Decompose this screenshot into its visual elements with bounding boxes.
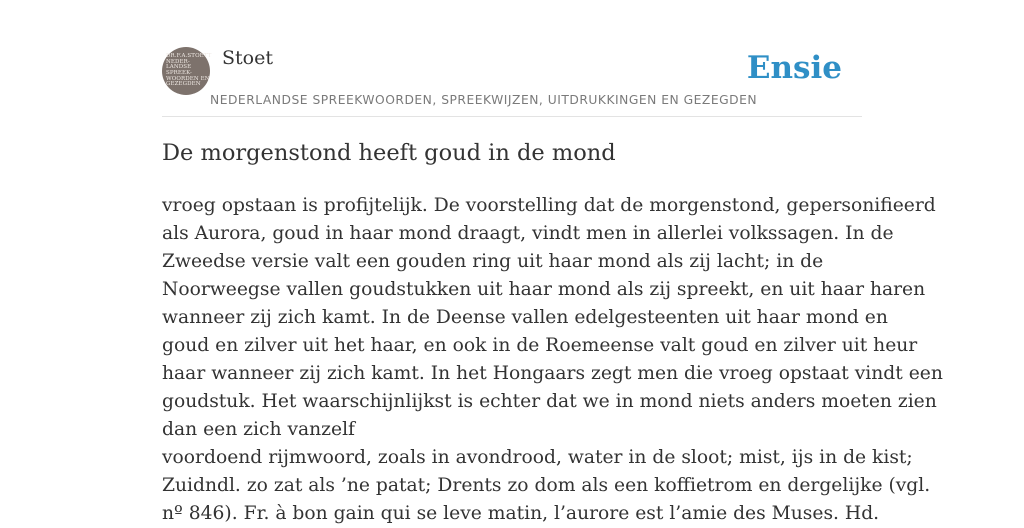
- body-line: dan een zich vanzelf: [162, 419, 355, 440]
- body-line: goudstuk. Het waarschijnlijkst is echter dat we in mond niets anders moeten zien: [162, 391, 937, 412]
- page-title: De morgenstond heeft goud in de mond: [162, 140, 616, 166]
- body-line: haar wanneer zij zich kamt. In het Hongaars zegt men die vroeg opstaat vindt een: [162, 363, 943, 384]
- author-name[interactable]: Stoet: [222, 47, 273, 69]
- body-line: wanneer zij zich kamt. In de Deense vallen edelgesteenten uit haar mond en: [162, 307, 888, 328]
- body-line: vroeg opstaan is profijtelijk. De voorstelling dat de morgenstond, gepersonifieerd: [162, 195, 936, 216]
- avatar-text: DR.F.A.STOETT NEDER- LANDSE SPREEK- WOORDEN EN GEZEGDEN: [166, 53, 212, 88]
- avatar[interactable]: [162, 47, 210, 95]
- article-body: [162, 192, 943, 528]
- body-line: voordoend rijmwoord, zoals in avondrood, water in de sloot; mist, ijs in de kist;: [162, 447, 913, 468]
- header: [162, 46, 862, 117]
- body-line: nº 846). Fr. à bon gain qui se leve matin, l’aurore est l’amie des Muses. Hd.: [162, 503, 880, 524]
- body-line: goud en zilver uit het haar, en ook in de Roemeense valt goud en zilver uit heur: [162, 335, 918, 356]
- body-line: Zweedse versie valt een gouden ring uit haar mond als zij lacht; in de: [162, 251, 824, 272]
- source-subtitle: NEDERLANDSE SPREEKWOORDEN, SPREEKWIJZEN, UITDRUKKINGEN EN GEZEGDEN: [210, 93, 758, 107]
- body-line: als Aurora, goud in haar mond draagt, vindt men in allerlei volkssagen. In de: [162, 223, 894, 244]
- body-line: Noorweegse vallen goudstukken uit haar mond als zij spreekt, en uit haar haren: [162, 279, 926, 300]
- body-line: Zuidndl. zo zat als ’ne patat; Drents zo dom als een koffietrom en dergelijke (vgl.: [162, 475, 931, 496]
- brand-logo[interactable]: Ensie: [746, 50, 842, 86]
